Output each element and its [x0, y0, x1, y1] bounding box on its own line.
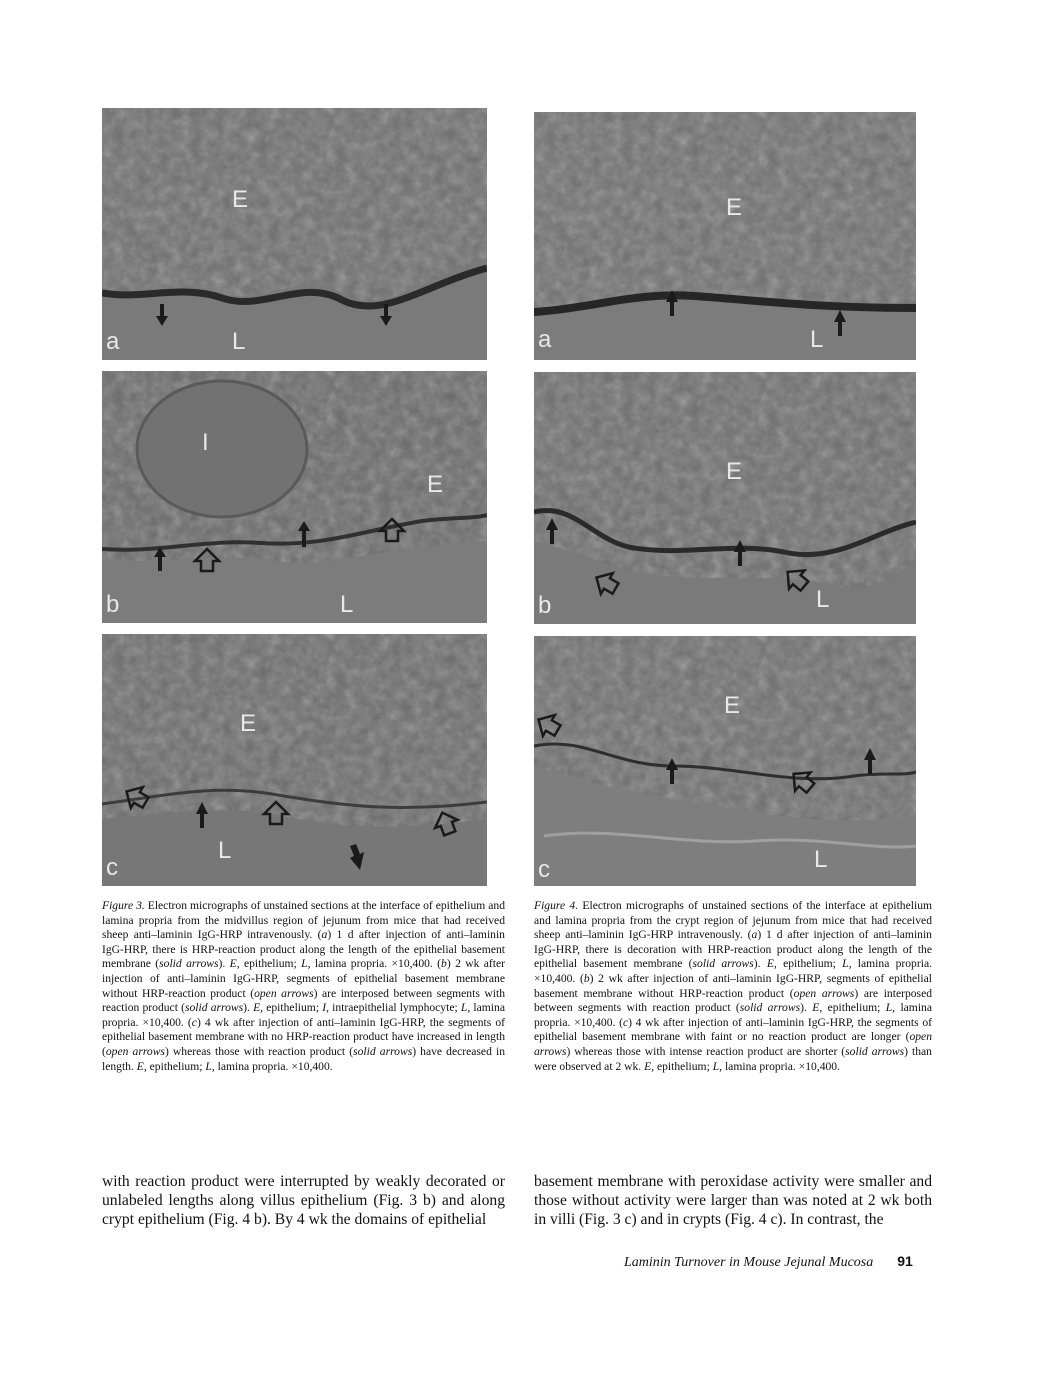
fig3-panel-b [102, 371, 487, 623]
panel-corner-label: c [106, 854, 118, 881]
fig4-panel-b [534, 372, 916, 624]
page-number: 91 [897, 1253, 913, 1269]
fig4-panel-c [534, 636, 916, 886]
panel-corner-label: b [538, 592, 552, 619]
panel-label: L [218, 837, 232, 864]
panel-label: I [202, 429, 209, 456]
running-title: Laminin Turnover in Mouse Jejunal Mucosa [624, 1255, 874, 1270]
panel-label: L [816, 586, 830, 613]
panel-label: E [724, 692, 741, 719]
panel-corner-label: c [538, 856, 550, 883]
panel-label: L [340, 591, 354, 618]
panel-label: E [726, 458, 743, 485]
fig3-panel-a [102, 108, 487, 360]
panel-label: L [232, 328, 246, 355]
fig4-panel-a [534, 112, 916, 360]
panel-label: E [240, 710, 257, 737]
figure-label: Figure 3. [102, 899, 145, 912]
body-text-left: with reaction product were interrupted by weakly decorated or unlabeled lengths along villus epithelium (Fig. 3 b) and along crypt epithelium (Fig. 4 b). By 4 wk the domains of epithelial [102, 1173, 505, 1228]
panel-label: L [814, 846, 828, 873]
body-text-right: basement membrane with peroxidase activity were smaller and those without activity were larger than was noted at 2 wk both in villi (Fig. 3 c) and in crypts (Fig. 4 c). In contrast, the [534, 1173, 932, 1228]
running-footer [624, 1253, 913, 1271]
figure4-caption: Figure 4. Electron micrographs of unstained sections of the interface at epithelium and lamina propria from the crypt region of jejunum from mice that had received sheep anti–laminin IgG-HRP intravenously. (a) 1 d after injection of anti–laminin IgG-HRP, there is decoration with HRP-reaction product along the length of the epithelial basement membrane (solid arrows). E, epithelium; L, lamina propria. ×10,400. (b) 2 wk after injection of anti–laminin IgG-HRP, segments of epithelial basement membrane without HRP-reaction product (open arrows) are interposed between segments with reaction product (solid arrows). E, epithelium; L, lamina propria. ×10,400. (c) 4 wk after injection of anti–laminin IgG-HRP, the segments of epithelial basement membrane with faint or no reaction product are longer (open arrows) whereas those with intense reaction product are shorter (solid arrows) than were observed at 2 wk. E, epithelium; L, lamina propria. ×10,400. [534, 899, 933, 1073]
panel-label: E [232, 186, 249, 213]
panel-corner-label: a [106, 328, 120, 355]
fig3-panel-c [102, 634, 487, 886]
panel-label: L [810, 326, 824, 353]
figure3-caption: Figure 3. Electron micrographs of unstained sections at the interface of epithelium and lamina propria from the midvillus region of jejunum from mice that had received sheep anti–laminin IgG-HRP intravenously. (a) 1 d after injection of anti–laminin IgG-HRP, there is HRP-reaction product along the length of the epithelial basement membrane (solid arrows). E, epithelium; L, lamina propria. ×10,400. (b) 2 wk after injection of anti–laminin IgG-HRP, segments of epithelial basement membrane without HRP-reaction product (open arrows) are interposed between segments with reaction product (solid arrows). E, epithelium; I, intraepithelial lymphocyte; L, lamina propria. ×10,400. (c) 4 wk after injection of anti–laminin IgG-HRP, the segments of epithelial basement membrane with no HRP-reaction product have increased in length (open arrows) whereas those with reaction product (solid arrows) have decreased in length. E, epithelium; L, lamina propria. ×10,400. [102, 899, 506, 1073]
figure-label: Figure 4. [534, 899, 579, 912]
panel-label: E [726, 194, 743, 221]
panel-label: E [427, 471, 444, 498]
panel-corner-label: a [538, 326, 552, 353]
panel-corner-label: b [106, 591, 120, 618]
